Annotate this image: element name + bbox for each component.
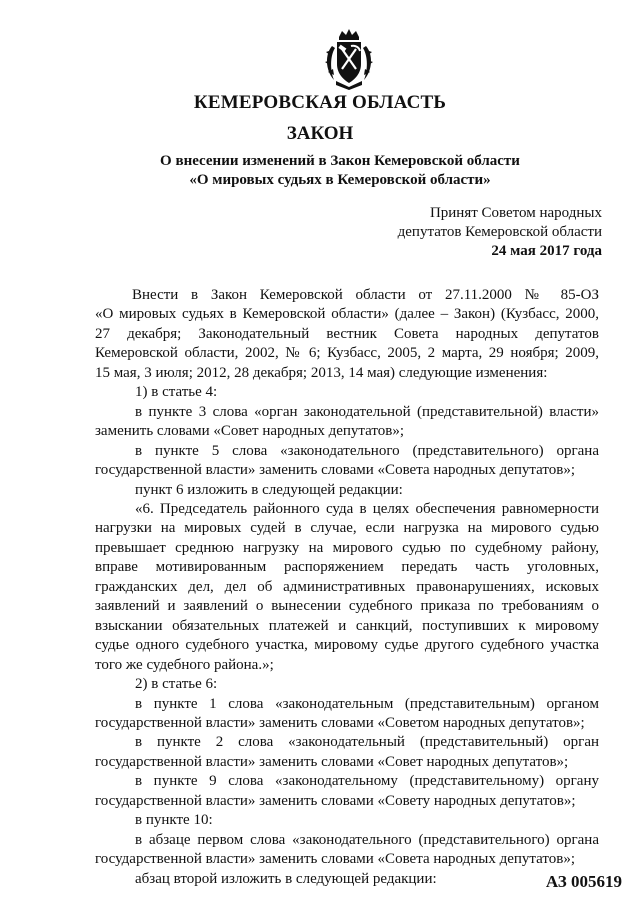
body-line: того же судебного района.»; [95,656,274,673]
body-line: вправе мотивированным распоряжением передать часть уголовных, [95,559,599,576]
adoption-line-2: депутатов Кемеровской области [397,224,602,240]
body-line: взыскании обязательных платежей и санкций, поступивших к мировому [95,617,599,634]
body-line: судье одного судебного участка, мировому судье другого судебного участка [95,637,599,654]
kemerovo-coat-of-arms-icon [322,28,376,90]
law-title-line-2: «О мировых судьях в Кемеровской области» [189,172,491,188]
body-line: государственной власти» заменить словами «Совет народных депутатов»; [95,753,569,770]
body-line: гражданских дел, дел об административных правонарушениях, исковых [95,578,599,595]
body-line: Кемеровской области, 2002, № 6; Кузбасс, 2005, 2 марта, 29 ноября; 2009, [95,345,599,362]
body-line: в пункте 5 слова «законодательного (представительного) органа [135,442,599,459]
body-line: в пункте 10: [135,812,213,829]
law-title-line-1: О внесении изменений в Закон Кемеровской области [160,153,520,169]
body-line: в пункте 3 слова «орган законодательной (представительной) власти» [135,403,599,420]
body-line: государственной власти» заменить словами «Совету народных депутатов»; [95,792,576,809]
body-line: «О мировых судьях в Кемеровской области» (далее – Закон) (Кузбасс, 2000, [95,306,599,323]
body-line: заменить словами «Совет народных депутатов»; [95,423,405,440]
body-line: 1) в статье 4: [135,384,218,401]
body-line: заявлений и заявлений о вынесении судебного приказа по требованиям о [95,598,599,615]
body-line: 15 мая, 3 июля; 2012, 28 декабря; 2013, 14 мая) следующие изменения: [95,364,548,381]
body-line: государственной власти» заменить словами «Советом народных депутатов»; [95,714,585,731]
body-line: превышает среднюю нагрузку на мирового судью по судебному району, [95,539,599,556]
body-line: в пункте 9 слова «законодательному (представительному) органу [135,773,599,790]
body-line: в пункте 2 слова «законодательный (представительный) орган [135,734,599,751]
law-body [95,286,599,889]
law-title [0,152,640,190]
body-line: государственной власти» заменить словами «Совета народных депутатов»; [95,851,576,868]
body-line: абзац второй изложить в следующей редакции: [135,870,437,887]
body-line: пункт 6 изложить в следующей редакции: [135,481,403,498]
body-line: государственной власти» заменить словами «Совета народных депутатов»; [95,462,576,479]
body-line: 27 декабря; Законодательный вестник Совета народных депутатов [95,325,599,342]
body-line: нагрузки на мировых судей в случае, если нагрузка на мирового судью [95,520,599,537]
document-code: АЗ 005619 [545,872,622,891]
adoption-line-1: Принят Советом народных [429,205,602,221]
document-type-heading: ЗАКОН [286,123,354,144]
body-line: в абзаце первом слова «законодательного (представительного) органа [135,831,599,848]
body-line: в пункте 1 слова «законодательным (представительным) органом [135,695,599,712]
body-line: 2) в статье 6: [135,676,218,693]
adoption-note [398,204,602,261]
region-heading: КЕМЕРОВСКАЯ ОБЛАСТЬ [193,92,447,113]
body-line: Внести в Закон Кемеровской области от 27.11.2000 № 85-ОЗ [132,287,599,303]
body-line: «6. Председатель районного суда в целях обеспечения равномерности [135,500,599,517]
adoption-date: 24 мая 2017 года [491,243,602,259]
